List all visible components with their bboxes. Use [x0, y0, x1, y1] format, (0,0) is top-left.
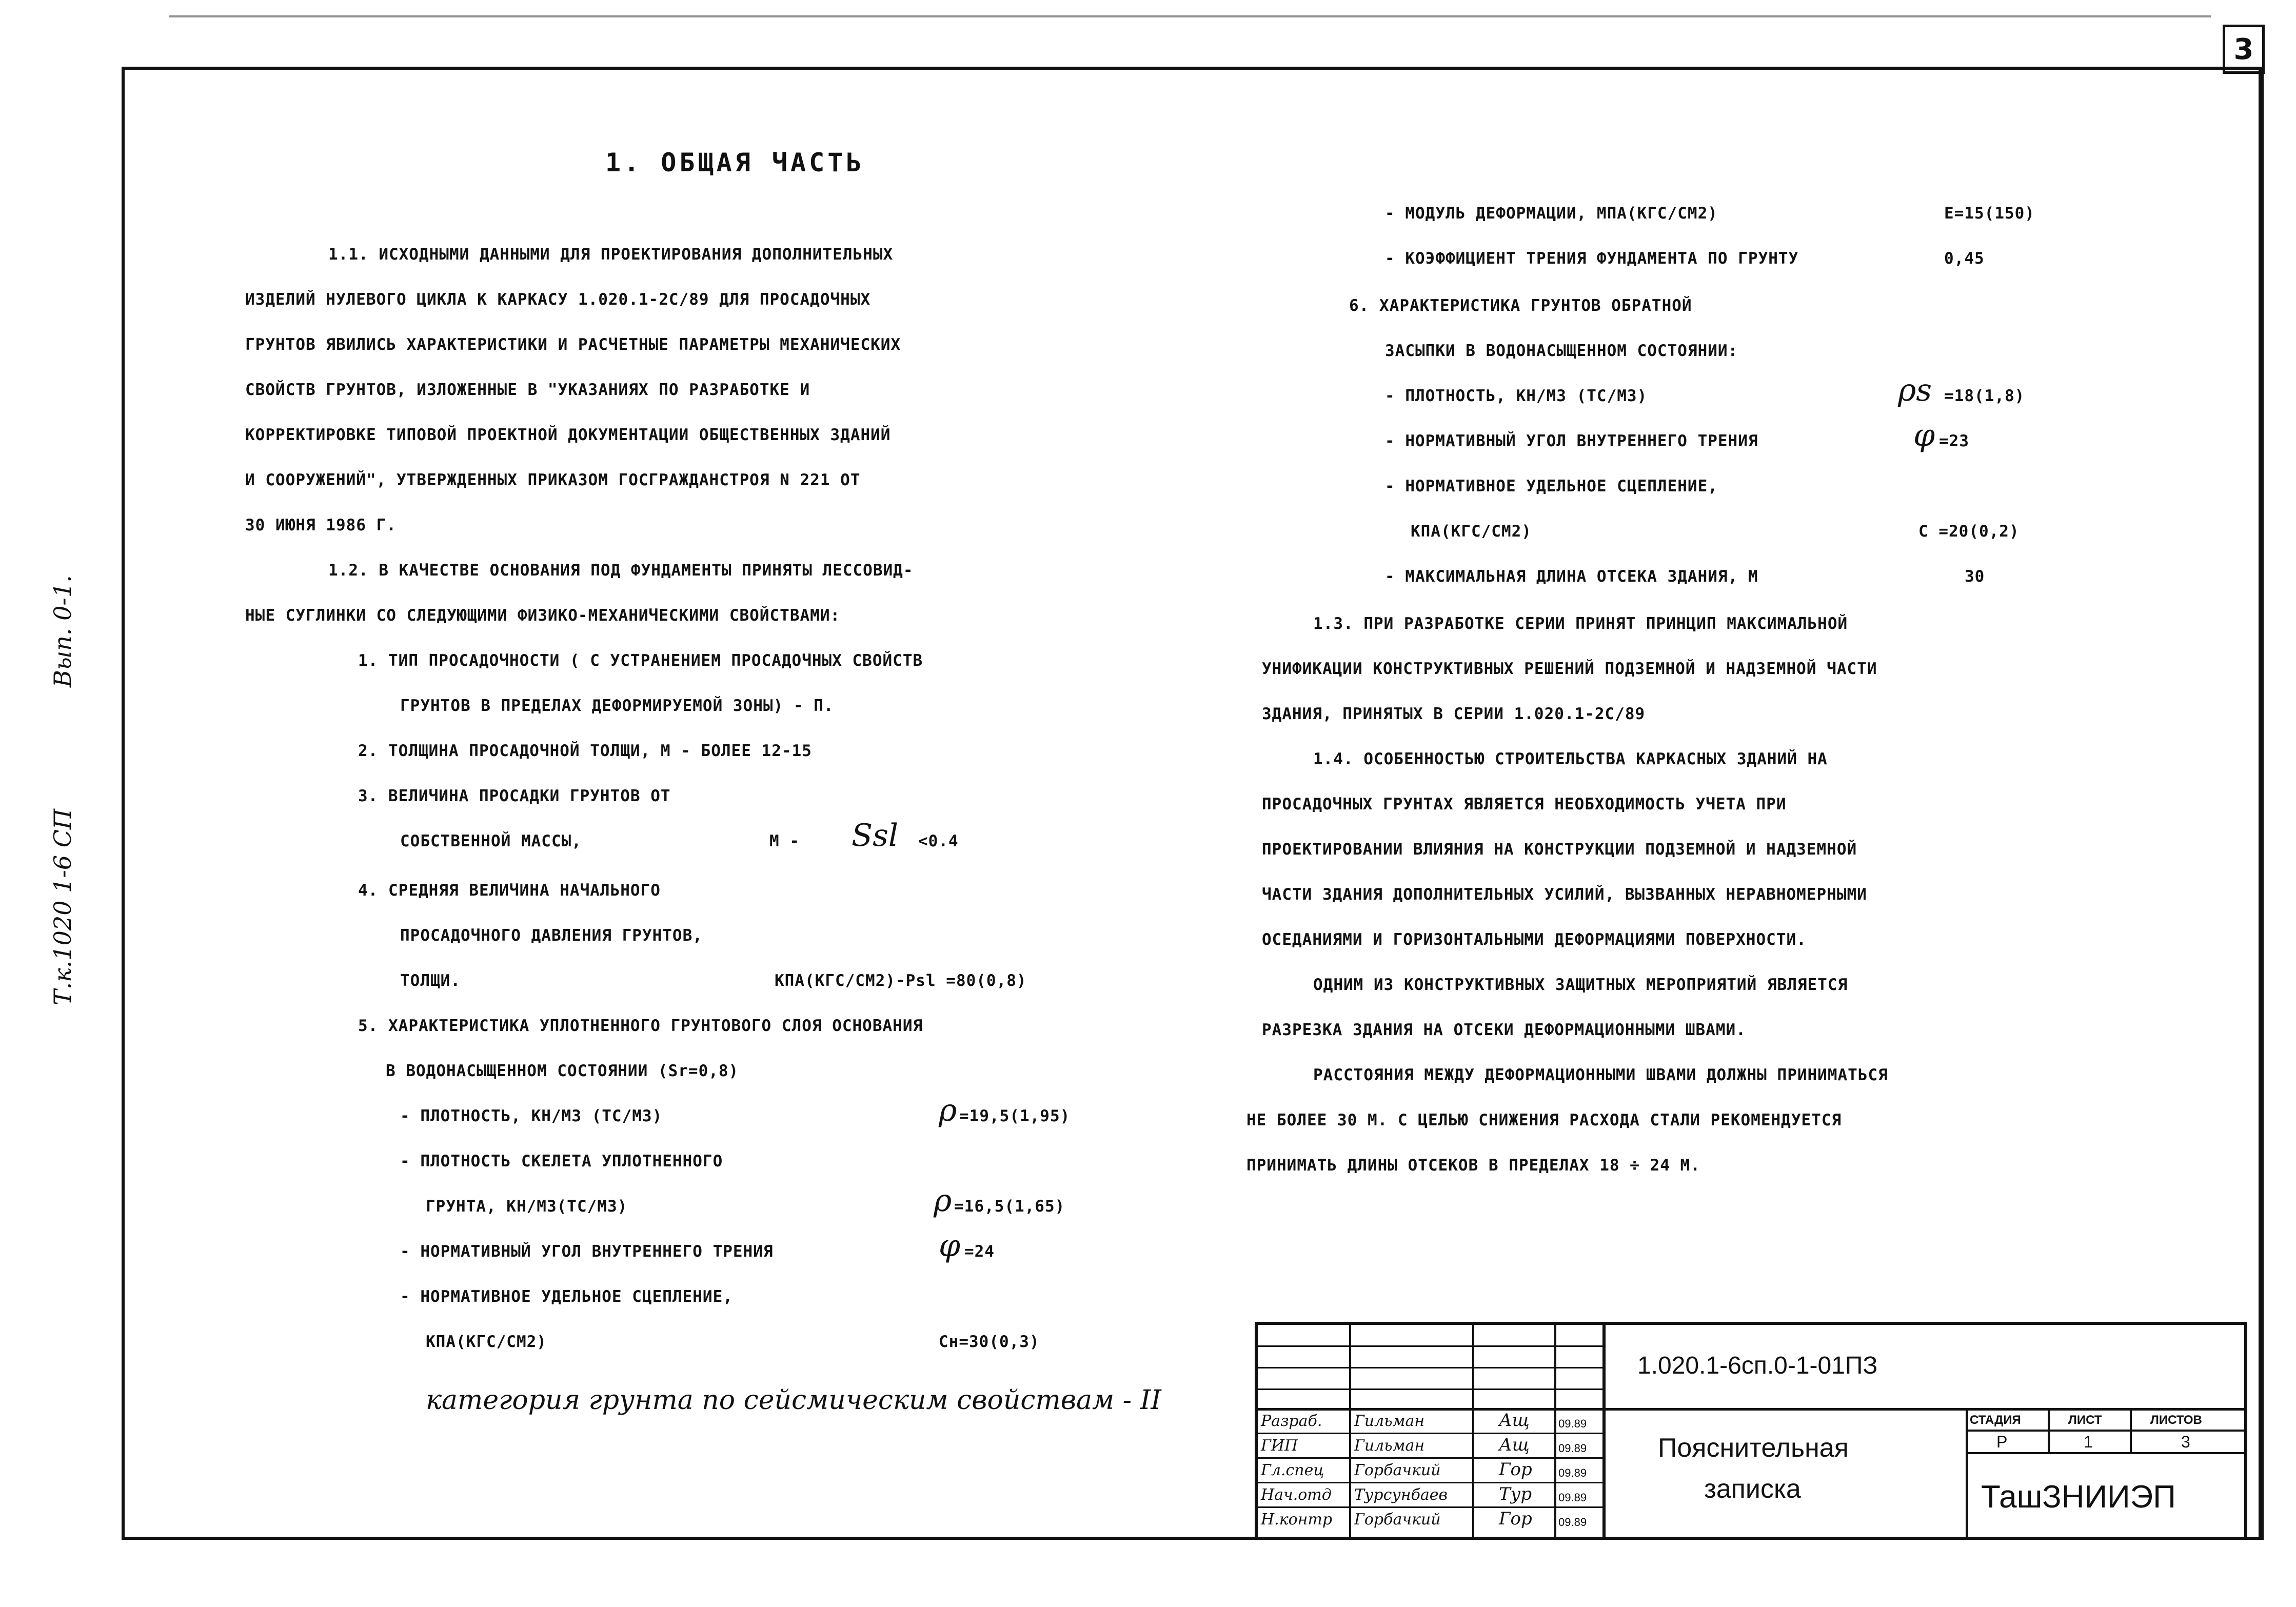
seismic-note: категория грунта по сейсмическим свойствам - II	[426, 1385, 1161, 1416]
p14-line: ЧАСТИ ЗДАНИЯ ДОПОЛНИТЕЛЬНЫХ УСИЛИЙ, ВЫЗВАННЫХ НЕРАВНОМЕРНЫМИ	[1262, 885, 1867, 904]
title-block	[1255, 1322, 2247, 1540]
signer-role: Нач.отд	[1261, 1486, 1332, 1504]
item-5-value: Сн=30(0,3)	[939, 1333, 1040, 1351]
item-5-line: В ВОДОНАСЫЩЕННОМ СОСТОЯНИИ (Sr=0,8)	[386, 1062, 739, 1080]
item-6-line: 6. ХАРАКТЕРИСТИКА ГРУНТОВ ОБРАТНОЙ	[1349, 296, 1692, 315]
p13-line: УНИФИКАЦИИ КОНСТРУКТИВНЫХ РЕШЕНИЙ ПОДЗЕМНОЙ И НАДЗЕМНОЙ ЧАСТИ	[1262, 660, 1877, 678]
item-5-value: =24	[964, 1242, 995, 1261]
p1-line: 30 ИЮНЯ 1986 Г.	[245, 516, 397, 534]
p15-line: ОДНИМ ИЗ КОНСТРУКТИВНЫХ ЗАЩИТНЫХ МЕРОПРИЯТИЙ ЯВЛЯЕТСЯ	[1313, 976, 1848, 994]
sheet-header: ЛИСТ	[2068, 1413, 2102, 1427]
item-5-row: - НОРМАТИВНЫЙ УГОЛ ВНУТРЕННЕГО ТРЕНИЯ	[400, 1242, 774, 1261]
page-number: 3	[2223, 25, 2265, 74]
item-3-line: 3. ВЕЛИЧИНА ПРОСАДКИ ГРУНТОВ ОТ	[358, 787, 671, 805]
document-title: записка	[1704, 1474, 1801, 1504]
item-6-value: =23	[1939, 432, 1969, 450]
phi-symbol: φ	[1913, 418, 1935, 453]
p16-line: ПРИНИМАТЬ ДЛИНЫ ОТСЕКОВ В ПРЕДЕЛАХ 18 ÷ 24 М.	[1246, 1156, 1700, 1175]
ssl-symbol: Ssl	[852, 818, 899, 854]
signer-role: Н.контр	[1261, 1511, 1333, 1529]
stage-header: СТАДИЯ	[1970, 1413, 2021, 1427]
rho-symbol: ρ	[939, 1093, 957, 1128]
item-6-value: 30	[1965, 567, 1985, 586]
p14-line: ОСЕДАНИЯМИ И ГОРИЗОНТАЛЬНЫМИ ДЕФОРМАЦИЯМИ ПОВЕРХНОСТИ.	[1262, 930, 1807, 949]
item-1-line: 1. ТИП ПРОСАДОЧНОСТИ ( С УСТРАНЕНИЕМ ПРОСАДОЧНЫХ СВОЙСТВ	[358, 651, 923, 670]
signature: Ащ	[1499, 1410, 1530, 1431]
document-title: Пояснительная	[1658, 1433, 1849, 1463]
item-5-row: - ПЛОТНОСТЬ СКЕЛЕТА УПЛОТНЕННОГО	[400, 1152, 723, 1170]
signer-role: Разраб.	[1261, 1412, 1322, 1430]
p16-line: НЕ БОЛЕЕ 30 М. С ЦЕЛЬЮ СНИЖЕНИЯ РАСХОДА СТАЛИ РЕКОМЕНДУЕТСЯ	[1246, 1111, 1842, 1129]
p13-line: ЗДАНИЯ, ПРИНЯТЫХ В СЕРИИ 1.020.1-2С/89	[1262, 705, 1646, 723]
p1-line: И СООРУЖЕНИЙ", УТВЕРЖДЕННЫХ ПРИКАЗОМ ГОСГРАЖДАНСТРОЯ N 221 ОТ	[245, 471, 861, 489]
rho-s-symbol: ρs	[1898, 372, 1932, 408]
item-5-line: 5. ХАРАКТЕРИСТИКА УПЛОТНЕННОГО ГРУНТОВОГО СЛОЯ ОСНОВАНИЯ	[358, 1017, 923, 1035]
section-title: 1. ОБЩАЯ ЧАСТЬ	[605, 148, 865, 177]
p1-line: ИЗДЕЛИЙ НУЛЕВОГО ЦИКЛА К КАРКАСУ 1.020.1-2С/89 ДЛЯ ПРОСАДОЧНЫХ	[245, 290, 871, 309]
p1-line: ГРУНТОВ ЯВИЛИСЬ ХАРАКТЕРИСТИКИ И РАСЧЕТНЫЕ ПАРАМЕТРЫ МЕХАНИЧЕСКИХ	[245, 335, 901, 354]
sheet-value: 1	[2084, 1433, 2093, 1451]
item-4-line: ПРОСАДОЧНОГО ДАВЛЕНИЯ ГРУНТОВ,	[400, 926, 703, 945]
signer-name: Гильман	[1354, 1412, 1425, 1430]
p15-line: РАЗРЕЗКА ЗДАНИЯ НА ОТСЕКИ ДЕФОРМАЦИОННЫМИ ШВАМИ.	[1262, 1021, 1746, 1039]
signature: Тур	[1499, 1484, 1532, 1504]
item-3-value: <0.4	[918, 832, 959, 850]
signature: Гор	[1499, 1459, 1532, 1480]
signature: Ащ	[1499, 1435, 1530, 1455]
item-6-row: КПА(КГС/СМ2)	[1411, 522, 1532, 541]
sheets-header: ЛИСТОВ	[2150, 1413, 2202, 1427]
item-3-unit: М -	[769, 832, 800, 850]
item-4-value: КПА(КГС/СМ2)-Psl =80(0,8)	[775, 971, 1027, 990]
p2-line: 1.2. В КАЧЕСТВЕ ОСНОВАНИЯ ПОД ФУНДАМЕНТЫ ПРИНЯТЫ ЛЕССОВИД-	[328, 561, 914, 580]
item-6-value: С =20(0,2)	[1918, 522, 2020, 541]
item-3-line: СОБСТВЕННОЙ МАССЫ,	[400, 832, 582, 850]
p1-line: СВОЙСТВ ГРУНТОВ, ИЗЛОЖЕННЫЕ В "УКАЗАНИЯХ ПО РАЗРАБОТКЕ И	[245, 381, 810, 399]
sign-date: 09.89	[1558, 1417, 1587, 1430]
sign-date: 09.89	[1558, 1516, 1587, 1529]
signature: Гор	[1499, 1509, 1532, 1529]
organization: ТашЗНИИЭП	[1981, 1479, 2176, 1515]
right-row: - МОДУЛЬ ДЕФОРМАЦИИ, МПА(КГС/СМ2)	[1385, 204, 1718, 223]
item-6-row: - НОРМАТИВНЫЙ УГОЛ ВНУТРЕННЕГО ТРЕНИЯ	[1385, 432, 1758, 450]
signer-name: Горбачкий	[1354, 1461, 1441, 1479]
sheets-value: 3	[2181, 1433, 2190, 1451]
p14-line: ПРОЕКТИРОВАНИИ ВЛИЯНИЯ НА КОНСТРУКЦИИ ПОДЗЕМНОЙ И НАДЗЕМНОЙ	[1262, 840, 1857, 859]
item-4-line: 4. СРЕДНЯЯ ВЕЛИЧИНА НАЧАЛЬНОГО	[358, 881, 661, 900]
phi-symbol: φ	[939, 1228, 961, 1264]
p1-line: КОРРЕКТИРОВКЕ ТИПОВОЙ ПРОЕКТНОЙ ДОКУМЕНТАЦИИ ОБЩЕСТВЕННЫХ ЗДАНИЙ	[245, 426, 891, 444]
item-6-line: ЗАСЫПКИ В ВОДОНАСЫЩЕННОМ СОСТОЯНИИ:	[1385, 342, 1738, 360]
item-6-value: =18(1,8)	[1944, 387, 2025, 405]
item-6-row: - МАКСИМАЛЬНАЯ ДЛИНА ОТСЕКА ЗДАНИЯ, М	[1385, 567, 1758, 586]
top-scan-line	[169, 15, 2211, 17]
right-value: Е=15(150)	[1944, 204, 2035, 223]
item-5-row: ГРУНТА, КН/М3(ТС/М3)	[426, 1197, 628, 1216]
side-note-album: Т.к.1020 1-6 СП	[49, 808, 76, 1005]
item-6-row: - ПЛОТНОСТЬ, КН/М3 (ТС/М3)	[1385, 387, 1648, 405]
stage-value: Р	[1996, 1433, 2008, 1451]
item-5-value: =16,5(1,65)	[954, 1197, 1065, 1216]
p14-line: 1.4. ОСОБЕННОСТЬЮ СТРОИТЕЛЬСТВА КАРКАСНЫХ ЗДАНИЙ НА	[1313, 750, 1828, 768]
sign-date: 09.89	[1558, 1466, 1587, 1479]
p16-line: РАССТОЯНИЯ МЕЖДУ ДЕФОРМАЦИОННЫМИ ШВАМИ ДОЛЖНЫ ПРИНИМАТЬСЯ	[1313, 1066, 1888, 1084]
p14-line: ПРОСАДОЧНЫХ ГРУНТАХ ЯВЛЯЕТСЯ НЕОБХОДИМОСТЬ УЧЕТА ПРИ	[1262, 795, 1787, 814]
signer-name: Турсунбаев	[1354, 1486, 1448, 1504]
sign-date: 09.89	[1558, 1491, 1587, 1504]
sign-date: 09.89	[1558, 1442, 1587, 1455]
right-row: - КОЭФФИЦИЕНТ ТРЕНИЯ ФУНДАМЕНТА ПО ГРУНТУ	[1385, 249, 1799, 268]
p2-line: НЫЕ СУГЛИНКИ СО СЛЕДУЮЩИМИ ФИЗИКО-МЕХАНИЧЕСКИМИ СВОЙСТВАМИ:	[245, 606, 841, 625]
item-4-line: ТОЛЩИ.	[400, 971, 461, 990]
signer-name: Гильман	[1354, 1437, 1425, 1455]
side-note-issue: Вып. 0-1.	[49, 575, 76, 687]
right-value: 0,45	[1944, 249, 1985, 268]
item-2-line: 2. ТОЛЩИНА ПРОСАДОЧНОЙ ТОЛЩИ, М - БОЛЕЕ 12-15	[358, 742, 812, 760]
item-5-row: - НОРМАТИВНОЕ УДЕЛЬНОЕ СЦЕПЛЕНИЕ,	[400, 1287, 733, 1306]
item-1-line: ГРУНТОВ В ПРЕДЕЛАХ ДЕФОРМИРУЕМОЙ ЗОНЫ) - П.	[400, 697, 834, 715]
p13-line: 1.3. ПРИ РАЗРАБОТКЕ СЕРИИ ПРИНЯТ ПРИНЦИП МАКСИМАЛЬНОЙ	[1313, 614, 1848, 633]
signer-name: Горбачкий	[1354, 1511, 1441, 1529]
item-5-row: КПА(КГС/СМ2)	[426, 1333, 547, 1351]
p1-line: 1.1. ИСХОДНЫМИ ДАННЫМИ ДЛЯ ПРОЕКТИРОВАНИЯ ДОПОЛНИТЕЛЬНЫХ	[328, 245, 894, 264]
rho-d-symbol: ρ	[934, 1183, 952, 1219]
item-5-row: - ПЛОТНОСТЬ, КН/М3 (ТС/М3)	[400, 1107, 663, 1125]
item-6-row: - НОРМАТИВНОЕ УДЕЛЬНОЕ СЦЕПЛЕНИЕ,	[1385, 477, 1718, 495]
item-5-value: =19,5(1,95)	[959, 1107, 1071, 1125]
document-code: 1.020.1-6сп.0-1-01ПЗ	[1637, 1352, 1878, 1379]
signer-role: ГИП	[1261, 1437, 1298, 1455]
signer-role: Гл.спец	[1261, 1461, 1324, 1479]
